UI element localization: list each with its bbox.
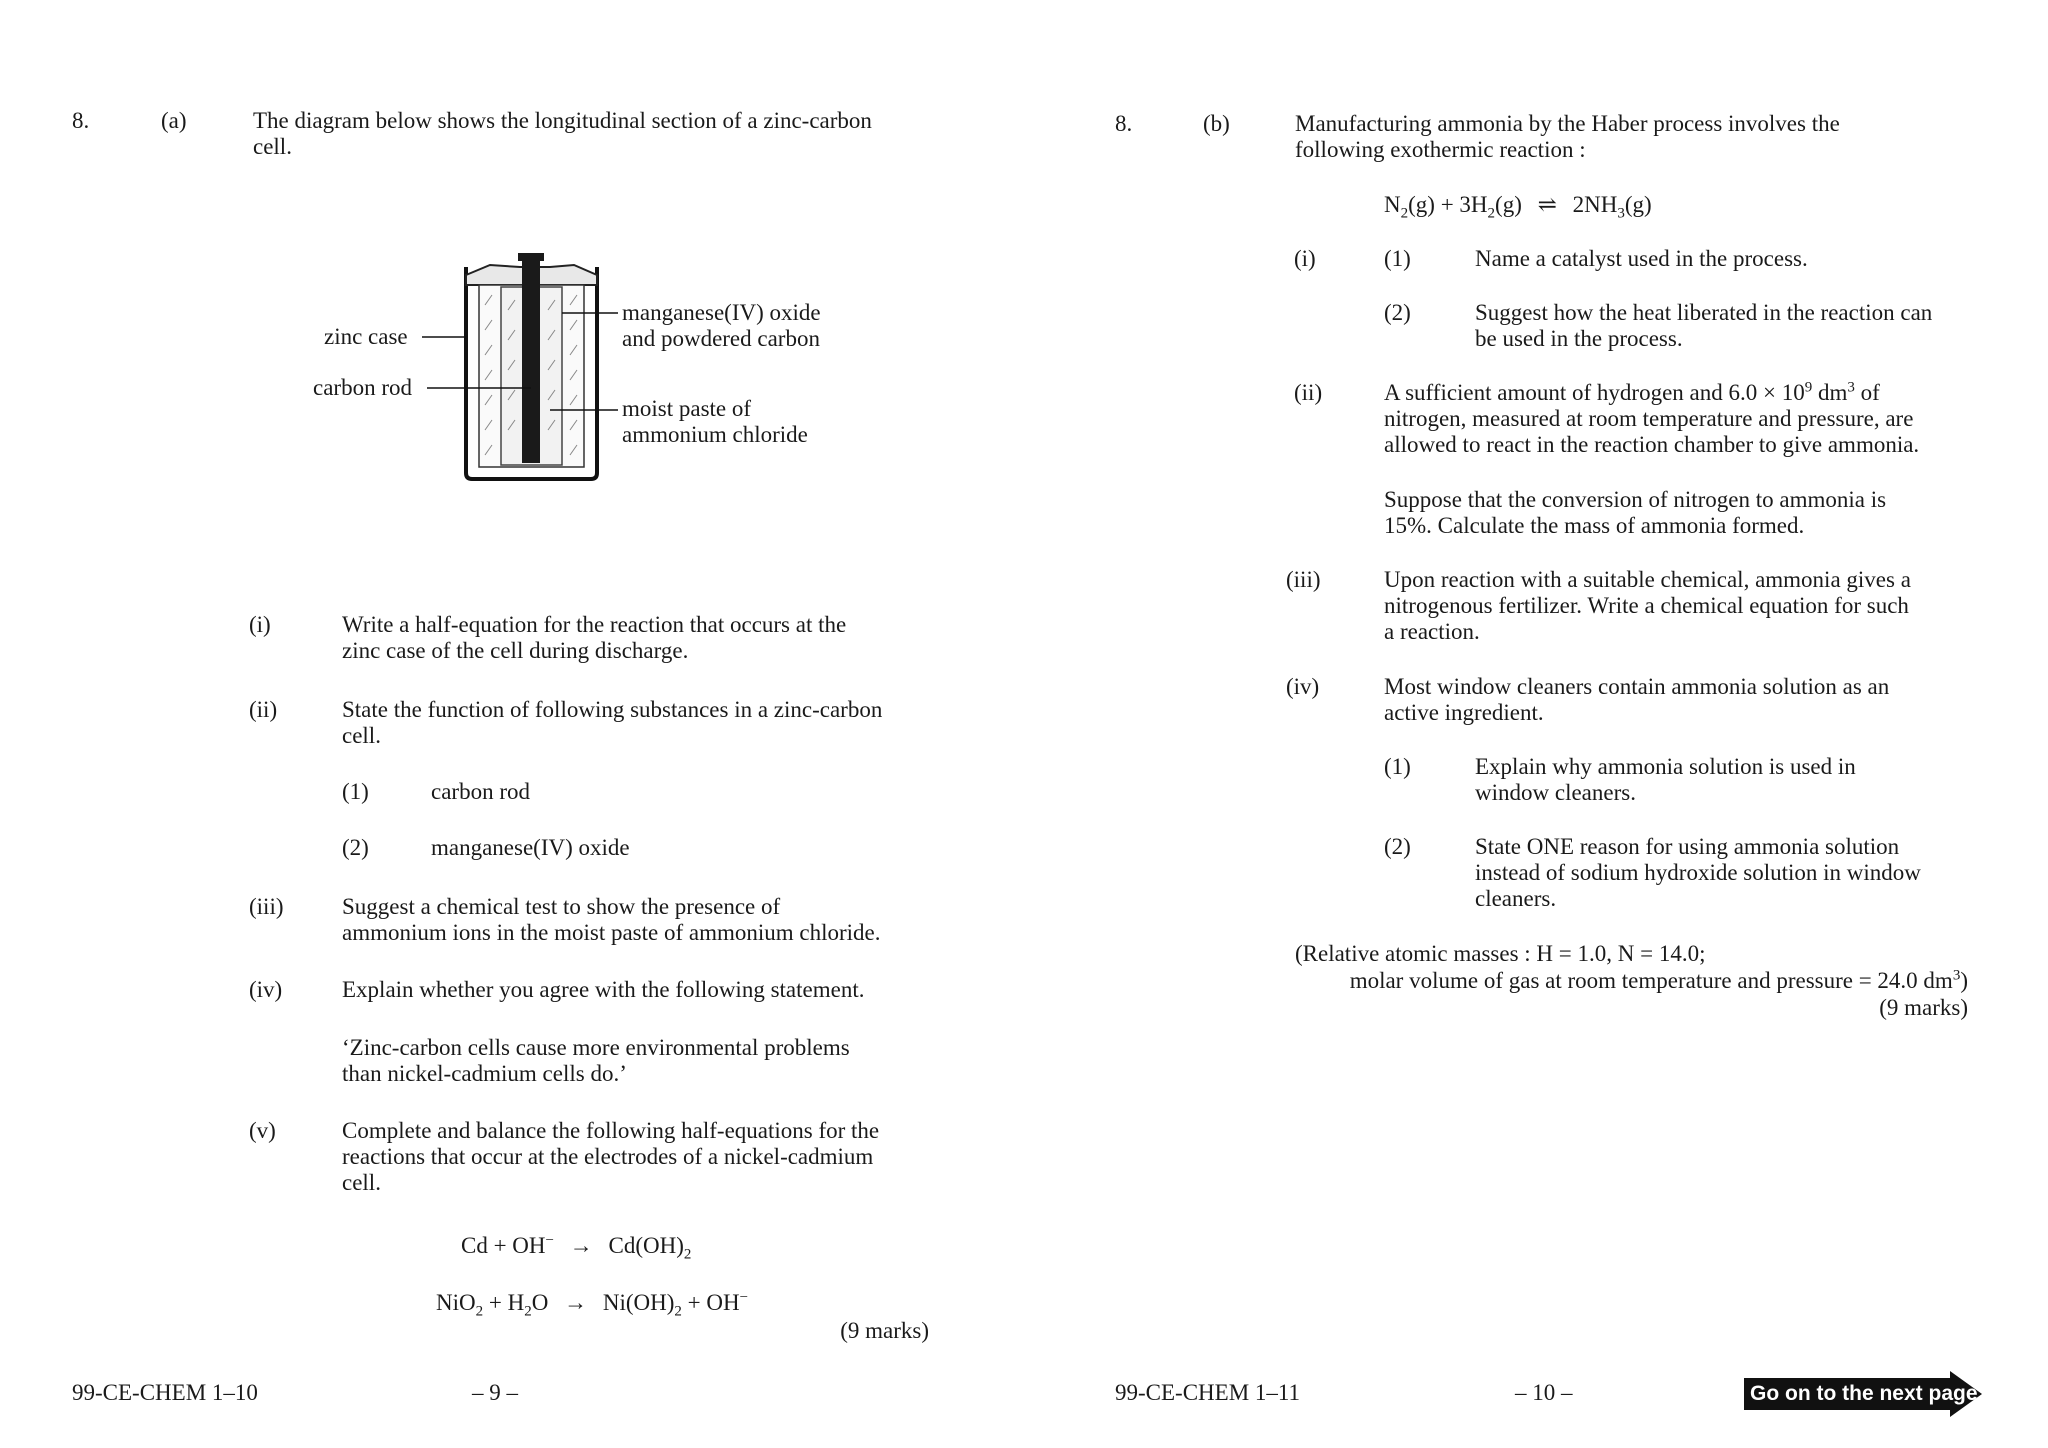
left-page-number: – 9 – xyxy=(472,1380,518,1405)
part-a-intro xyxy=(253,108,929,160)
label-mno2 xyxy=(622,300,821,352)
right-iv-1-label: (1) xyxy=(1384,754,1411,779)
cadmium-half-equation xyxy=(461,1232,692,1263)
left-ii-text xyxy=(342,697,929,749)
right-ii-label: (ii) xyxy=(1294,380,1323,405)
right-ii-calc xyxy=(1384,487,1968,539)
part-b-intro-line2: following exothermic reaction : xyxy=(1295,137,1586,162)
left-iv-quote2: than nickel-cadmium cells do.’ xyxy=(342,1061,627,1086)
right-iv-label: (iv) xyxy=(1286,674,1320,699)
eq2-sub2: 2 xyxy=(524,1303,532,1320)
right-iv-1-text xyxy=(1475,754,1968,806)
next-page-label: Go on to the next page xyxy=(1750,1382,1978,1405)
right-iv-text xyxy=(1384,674,1968,726)
left-ii-2-text: manganese(IV) oxide xyxy=(431,835,630,860)
eq1-minus: − xyxy=(545,1232,555,1249)
right-ii-line5: 15%. Calculate the mass of ammonia formed. xyxy=(1384,513,1805,538)
eq2-minus: − xyxy=(739,1289,749,1306)
left-iv-quote1: ‘Zinc-carbon cells cause more environmental problems xyxy=(342,1035,850,1060)
right-iv-line1: Most window cleaners contain ammonia solution as an xyxy=(1384,674,1890,699)
carbon-rod-cap xyxy=(518,253,544,261)
haber-g3: (g) xyxy=(1624,192,1652,217)
right-ii-line1a: A sufficient amount of hydrogen and 6.0 × 10 xyxy=(1384,380,1805,405)
right-iv-2-line1: State ONE reason for using ammonia solution xyxy=(1475,834,1900,859)
haber-g1: (g) + 3H xyxy=(1408,192,1488,217)
right-ii-line1b: dm xyxy=(1812,380,1848,405)
haber-sub-b: 2 xyxy=(1487,205,1496,222)
label-paste-line2: ammonium chloride xyxy=(622,422,808,447)
eq1-product: Cd(OH) xyxy=(608,1233,684,1258)
label-mno2-line1: manganese(IV) oxide xyxy=(622,300,821,325)
left-i-text xyxy=(342,612,929,664)
molar-volume xyxy=(1295,968,1968,994)
left-ii-line1: State the function of following substances in a zinc-carbon xyxy=(342,697,883,722)
part-a-intro-line1: The diagram below shows the longitudinal section of a zinc-carbon xyxy=(253,108,872,133)
label-mno2-line2: and powdered carbon xyxy=(622,326,820,351)
right-footer-code: 99-CE-CHEM 1–11 xyxy=(1115,1380,1301,1405)
right-i-1-label: (1) xyxy=(1384,246,1411,271)
left-marks: (9 marks) xyxy=(840,1318,929,1343)
left-i-line1: Write a half-equation for the reaction that occurs at the xyxy=(342,612,847,637)
left-iii-line2: ammonium ions in the moist paste of ammonium chloride. xyxy=(342,920,881,945)
haber-g2: (g) xyxy=(1495,192,1522,217)
question-number-left: 8. xyxy=(72,108,90,133)
molar-volume-close: ) xyxy=(1960,968,1968,993)
right-ii-line3: allowed to react in the reaction chamber to give ammonia. xyxy=(1384,432,1920,457)
right-ii-line1 xyxy=(1384,380,1968,406)
part-a-intro-line2: cell. xyxy=(253,134,292,159)
part-b-label: (b) xyxy=(1203,111,1230,136)
right-iv-1-line1: Explain why ammonia solution is used in xyxy=(1475,754,1856,779)
right-iv-1-line2: window cleaners. xyxy=(1475,780,1636,805)
left-ii-label: (ii) xyxy=(249,697,278,722)
eq2-arrow: → xyxy=(564,1290,588,1315)
right-iii-text xyxy=(1384,567,1968,645)
right-ii-line1c: of xyxy=(1854,380,1880,405)
right-iv-2-text xyxy=(1475,834,1968,912)
right-ii-text xyxy=(1384,380,1968,458)
right-i-2-label: (2) xyxy=(1384,300,1411,325)
label-paste xyxy=(622,396,808,448)
left-iii-text xyxy=(342,894,929,946)
right-i-1-text: Name a catalyst used in the process. xyxy=(1475,246,1808,271)
left-i-line2: zinc case of the cell during discharge. xyxy=(342,638,689,663)
eq1-reactants: Cd + OH xyxy=(461,1233,546,1258)
left-v-line2: reactions that occur at the electrodes of a nickel-cadmium xyxy=(342,1144,874,1169)
question-number-right: 8. xyxy=(1115,111,1133,136)
left-ii-line2: cell. xyxy=(342,723,381,748)
molar-volume-exp: 3 xyxy=(1952,967,1961,984)
left-footer-code: 99-CE-CHEM 1–10 xyxy=(72,1380,258,1405)
left-iii-label: (iii) xyxy=(249,894,284,919)
left-v-line1: Complete and balance the following half-equations for the xyxy=(342,1118,880,1143)
left-iv-label: (iv) xyxy=(249,977,283,1002)
right-ii-line4: Suppose that the conversion of nitrogen to ammonia is xyxy=(1384,487,1887,512)
right-i-2-line1: Suggest how the heat liberated in the reaction can xyxy=(1475,300,1933,325)
eq1-sub: 2 xyxy=(683,1246,692,1263)
left-v-label: (v) xyxy=(249,1118,276,1143)
haber-equation xyxy=(1384,192,1652,222)
right-iii-label: (iii) xyxy=(1286,567,1321,592)
left-iv-line1: Explain whether you agree with the following statement. xyxy=(342,977,865,1002)
left-ii-1-label: (1) xyxy=(342,779,369,804)
eq2-sub3: 2 xyxy=(674,1303,682,1320)
label-carbon-rod: carbon rod xyxy=(313,375,412,400)
left-v-text xyxy=(342,1118,929,1196)
right-i-2-text xyxy=(1475,300,1968,352)
haber-equilibrium-arrow: ⇌ xyxy=(1537,192,1557,217)
haber-n: N xyxy=(1384,192,1401,217)
eq2-nio: NiO xyxy=(436,1290,476,1315)
right-iv-line2: active ingredient. xyxy=(1384,700,1544,725)
label-zinc-case: zinc case xyxy=(324,324,408,349)
right-page-number: – 10 – xyxy=(1515,1380,1573,1405)
eq2-sub1: 2 xyxy=(475,1303,484,1320)
next-page-arrow xyxy=(1744,1371,1984,1417)
eq2-water: + H xyxy=(483,1290,525,1315)
part-b-intro-line1: Manufacturing ammonia by the Haber process involves the xyxy=(1295,111,1840,136)
right-iii-line2: nitrogenous fertilizer. Write a chemical equation for such xyxy=(1384,593,1909,618)
right-ii-exp9: 9 xyxy=(1804,379,1813,396)
right-iv-2-line3: cleaners. xyxy=(1475,886,1557,911)
right-iv-2-line2: instead of sodium hydroxide solution in window xyxy=(1475,860,1921,885)
nickel-half-equation xyxy=(436,1289,749,1320)
carbon-rod-shape xyxy=(522,255,540,463)
eq2-oh: + OH xyxy=(681,1290,740,1315)
eq1-arrow: → xyxy=(569,1233,593,1258)
part-a-label: (a) xyxy=(161,108,187,133)
molar-volume-text: molar volume of gas at room temperature and pressure = 24.0 dm xyxy=(1349,968,1953,993)
left-ii-1-text: carbon rod xyxy=(431,779,530,804)
eq2-product: Ni(OH) xyxy=(602,1290,675,1315)
zinc-carbon-cell-diagram xyxy=(300,245,860,485)
right-marks: (9 marks) xyxy=(1879,995,1968,1020)
relative-atomic-masses: (Relative atomic masses : H = 1.0, N = 14.0; xyxy=(1295,941,1706,966)
haber-product: 2NH xyxy=(1572,192,1618,217)
left-iv-quote xyxy=(342,1035,929,1087)
eq2-o: O xyxy=(531,1290,549,1315)
left-iii-line1: Suggest a chemical test to show the presence of xyxy=(342,894,781,919)
right-iii-line1: Upon reaction with a suitable chemical, ammonia gives a xyxy=(1384,567,1911,592)
right-ii-exp3: 3 xyxy=(1847,379,1855,396)
right-iii-line3: a reaction. xyxy=(1384,619,1480,644)
right-ii-line2: nitrogen, measured at room temperature and pressure, are xyxy=(1384,406,1914,431)
right-i-2-line2: be used in the process. xyxy=(1475,326,1683,351)
haber-sub-a: 2 xyxy=(1400,205,1409,222)
label-paste-line1: moist paste of xyxy=(622,396,752,421)
right-iv-2-label: (2) xyxy=(1384,834,1411,859)
part-b-intro xyxy=(1295,111,1968,163)
left-i-label: (i) xyxy=(249,612,271,637)
left-ii-2-label: (2) xyxy=(342,835,369,860)
left-v-line3: cell. xyxy=(342,1170,381,1195)
haber-sub-c: 3 xyxy=(1617,205,1625,222)
right-i-label: (i) xyxy=(1294,246,1316,271)
